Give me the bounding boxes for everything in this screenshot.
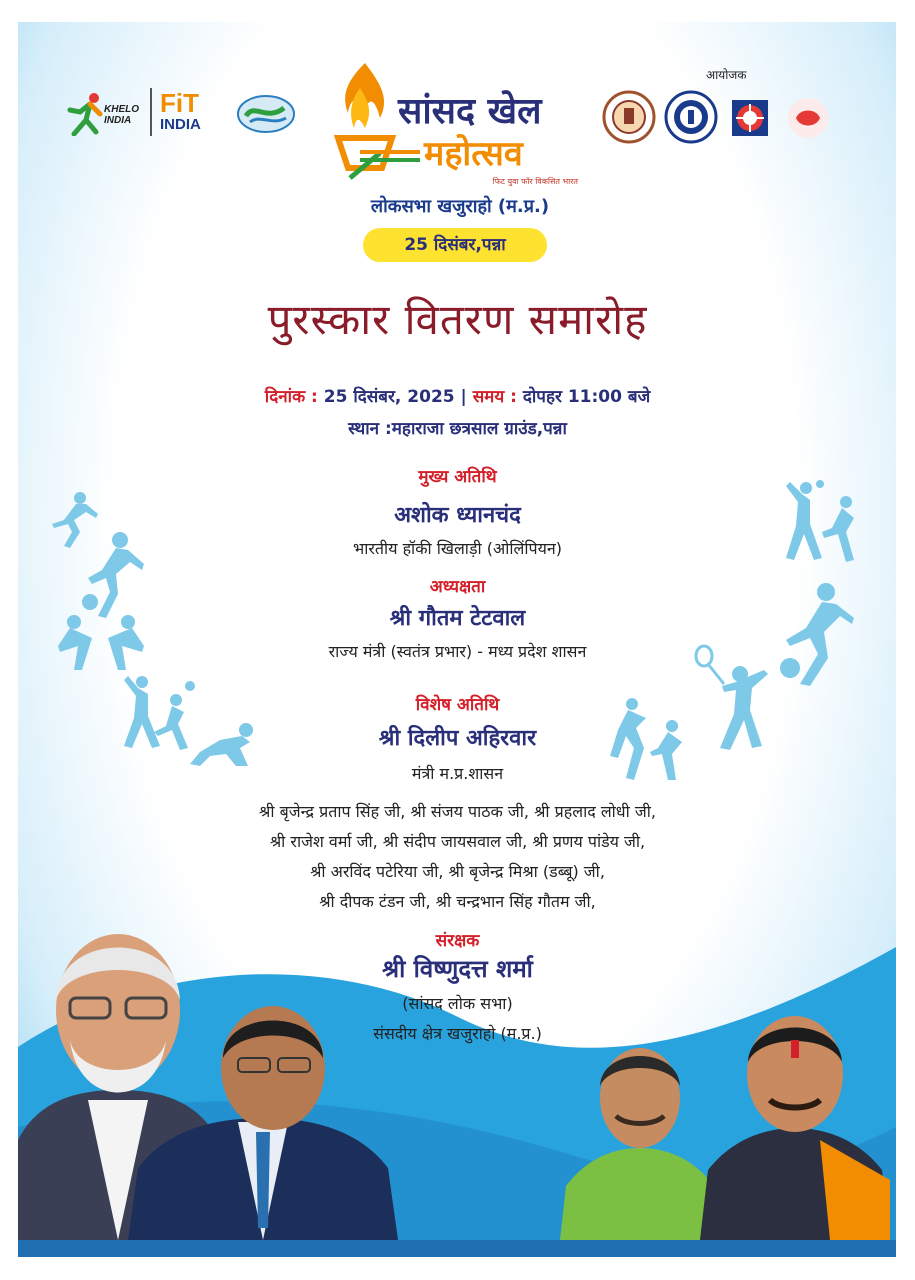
bottom-band: [18, 1240, 896, 1257]
date-badge: [363, 228, 547, 262]
date-value: 25 दिसंबर, 2025: [323, 387, 455, 407]
brand-constituency: लोकसभा खजुराहो (म.प्र.): [370, 196, 550, 217]
organizer-label: आयोजक: [706, 68, 747, 82]
brand-title-line2: महोत्सव: [424, 134, 523, 174]
football-player-silhouette-icon: [72, 530, 152, 620]
runners-silhouette-icon: [606, 696, 696, 786]
schedule-separator: |: [460, 387, 467, 407]
chief-guest-heading: मुख्य अतिथि: [418, 467, 497, 487]
patron-name: श्री विष्णुदत्त शर्मा: [382, 955, 533, 983]
badminton-player-silhouette-icon: [690, 644, 780, 754]
brand-green-stripe: [360, 158, 420, 162]
fit-india-logo: [160, 90, 220, 138]
special-guest-designation: मंत्री म.प्र.शासन: [411, 764, 504, 783]
patron-line2: संसदीय क्षेत्र खजुराहो (म.प्र.): [373, 1024, 542, 1043]
other-guests-line: श्री अरविंद पटेरिया जी, श्री बृजेन्द्र मिश्रा (डब्बू) जी,: [310, 862, 605, 881]
other-guests-line: श्री बृजेन्द्र प्रताप सिंह जी, श्री संजय पाठक जी, श्री प्रहलाद लोधी जी,: [259, 802, 656, 821]
patron-heading: संरक्षक: [435, 931, 480, 951]
special-guest-name: श्री दिलीप अहिरवार: [378, 726, 537, 751]
venue-line: स्थान :महाराजा छत्रसाल ग्राउंड,पन्ना: [348, 419, 567, 439]
globe-logo: [236, 92, 296, 136]
time-label: समय :: [472, 387, 517, 407]
sports-department-emblem-icon: [664, 90, 718, 144]
dignitary-portrait-right2-image: [700, 1010, 890, 1240]
other-guests-line: श्री राजेश वर्मा जी, श्री संदीप जायसवाल जी, श्री प्रणय पांडेय जी,: [269, 832, 646, 851]
brand-tagline: फिट युवा फॉर विकसित भारत: [492, 177, 578, 186]
special-guest-heading: विशेष अतिथि: [415, 695, 500, 715]
event-title: पुरस्कार वितरण समारोह: [267, 295, 648, 344]
chief-guest-name: अशोक ध्यानचंद: [394, 503, 521, 528]
patron-line1: (सांसद लोक सभा): [402, 994, 513, 1013]
presidency-designation: राज्य मंत्री (स्वतंत्र प्रभार) - मध्य प्रदेश शासन: [328, 642, 587, 661]
other-guests-line: श्री दीपक टंडन जी, श्री चन्द्रभान सिंह गौतम जी,: [319, 892, 596, 911]
presidency-name: श्री गौतम टेटवाल: [389, 606, 526, 631]
india-text: INDIA: [160, 116, 201, 133]
brand-title-line1: सांसद खेल: [398, 91, 542, 132]
date-badge-text: 25 दिसंबर,पन्ना: [404, 235, 506, 255]
mp-government-emblem-icon: [602, 90, 656, 144]
runner-icon: [66, 90, 106, 136]
sprinter-start-silhouette-icon: [186, 718, 266, 768]
brand-orange-stripe: [360, 150, 420, 154]
time-value: दोपहर 11:00 बजे: [522, 387, 651, 407]
torch-logo-icon: [330, 58, 400, 188]
date-label: दिनांक :: [264, 387, 318, 407]
wrestlers-silhouette-icon: [52, 612, 152, 672]
logo-divider: [150, 88, 152, 136]
nss-emblem-icon: [730, 98, 770, 138]
khelo-india-logo: [66, 90, 150, 136]
schedule-line: [0, 384, 915, 407]
volleyball-spike-silhouette-icon: [776, 478, 866, 568]
khelo-india-text: KHELO INDIA: [104, 104, 139, 126]
chief-guest-designation: भारतीय हॉकी खिलाड़ी (ओलिंपियन): [353, 539, 562, 558]
dignitary-portrait-right1-image: [560, 1036, 720, 1240]
dignitary-portrait-centre-image: [128, 998, 398, 1240]
presidency-heading: अध्यक्षता: [429, 577, 486, 597]
nyks-emblem-icon: [786, 96, 830, 140]
fit-text: FiT: [160, 88, 199, 118]
